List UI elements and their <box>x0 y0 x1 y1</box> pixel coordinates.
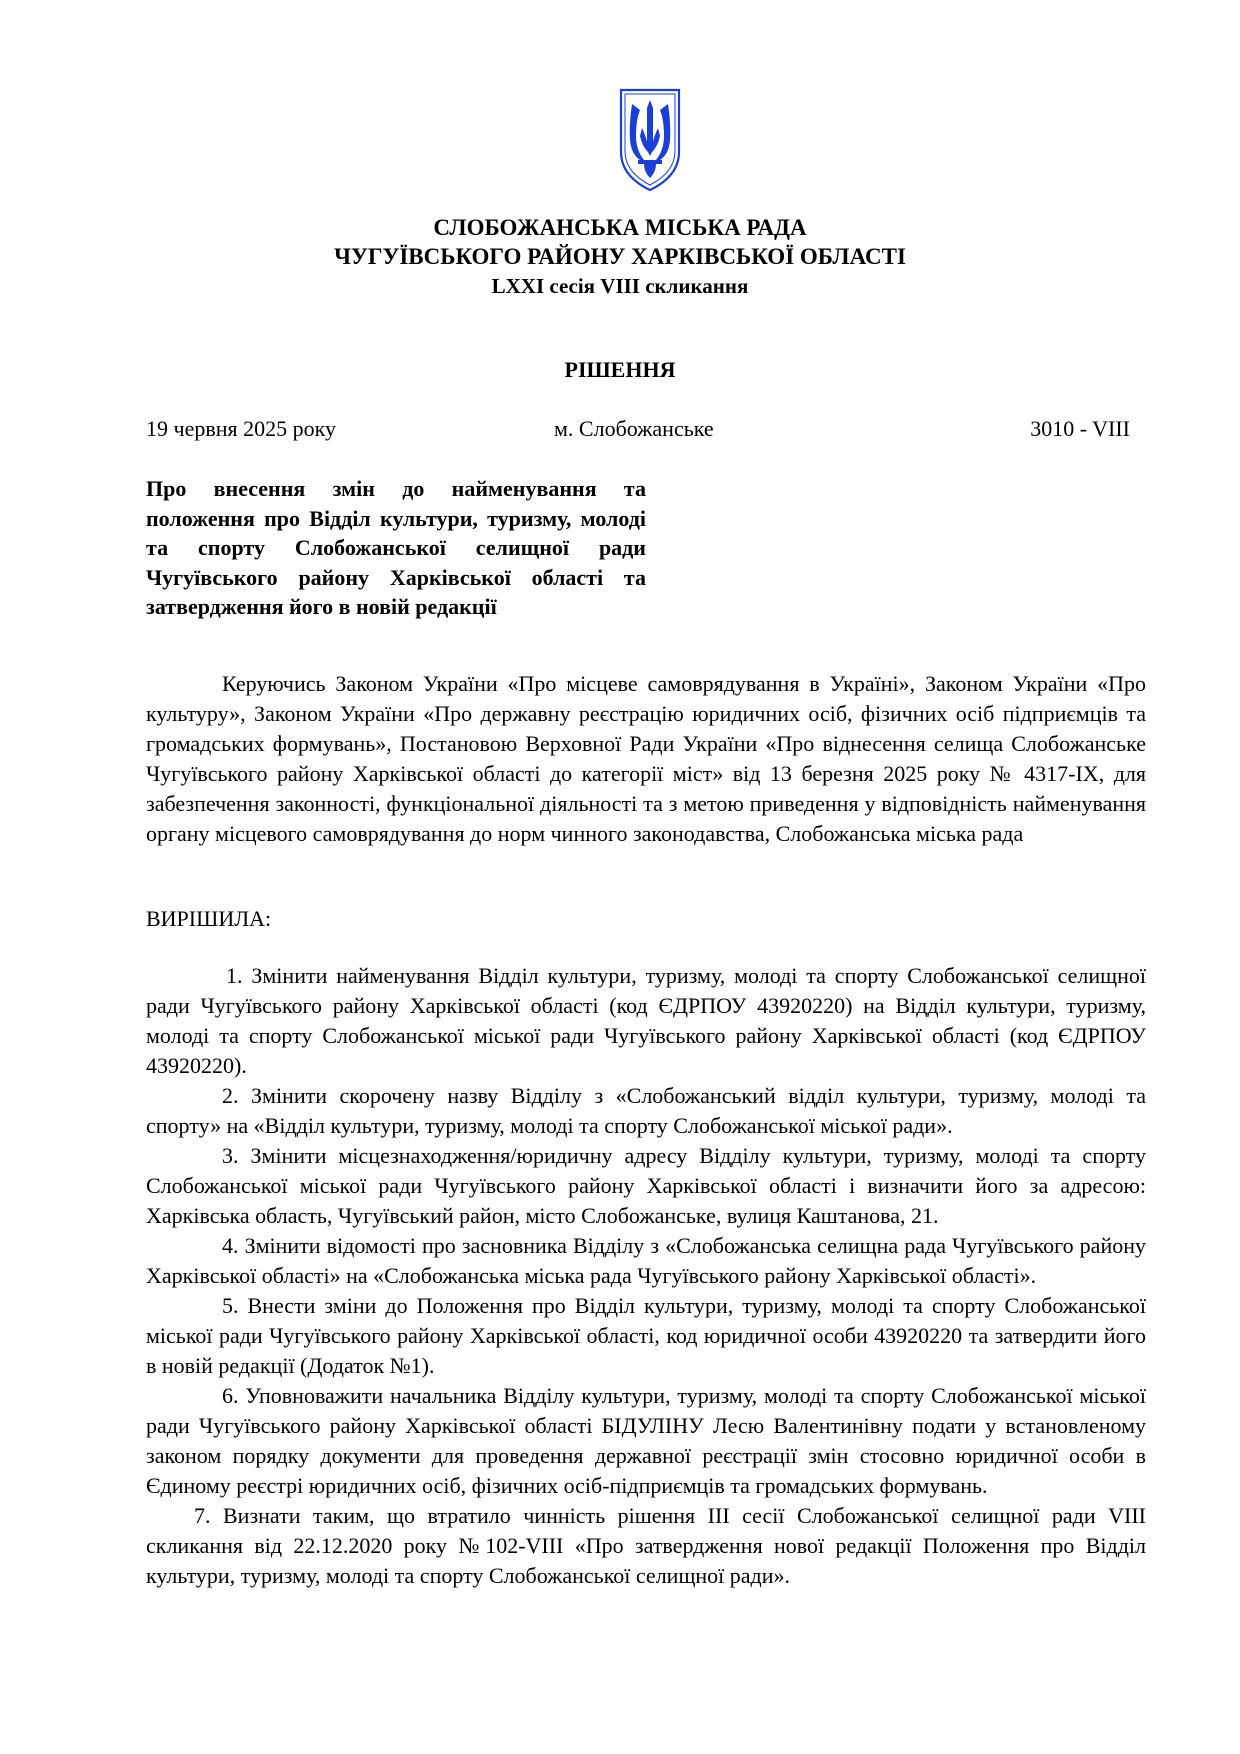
council-name: СЛОБОЖАНСЬКА МІСЬКА РАДА <box>433 215 807 240</box>
decision-subject: Про внесення змін до найменування та положення про Відділ культури, туризму, молоді та спорту Слобожанської селищної ради Чугуївського району Харківської області та затвердження його в новій редакції <box>146 476 646 619</box>
district-name: ЧУГУЇВСЬКОГО РАЙОНУ ХАРКІВСЬКОЇ ОБЛАСТІ <box>334 244 906 269</box>
document-title: РІШЕННЯ <box>564 357 676 382</box>
decision-item-4: 4. Змінити відомості про засновника Відділу з «Слобожанська селищна рада Чугуївського району Харківської області» на «Слобожанська міська рада Чугуївського району Харківської області». <box>146 1233 1146 1288</box>
preamble-paragraph: Керуючись Законом України «Про місцеве самоврядування в Україні», Законом України «Про культуру», Законом України «Про державну реєстрацію юридичних осіб, фізичних осіб підприємців та громадських формувань», Постановою Верховної Ради України «Про віднесення селища Слобожанське Чугуївського району Харківської області до категорії міст» від 13 березня 2025 року № 4317-ІХ, для забезпечення законності, функціональної діяльності та з метою приведення у відповідність найменування органу місцевого самоврядування до норм чинного законодавства, Слобожанська міська рада <box>146 671 1146 846</box>
decision-item-7: 7. Визнати таким, що втратило чинність рішення ІІІ сесії Слобожанської селищної ради VIII скликання від 22.12.2020 року №102-VIII «Про затвердження нової редакції Положення про Відділ культури, туризму, молоді та спорту Слобожанської селищної ради». <box>146 1503 1146 1588</box>
decision-item-2: 2. Змінити скорочену назву Відділу з «Слобожанський відділ культури, туризму, молоді та спорту» на «Відділ культури, туризму, молоді та спорту Слобожанської міської ради». <box>146 1083 1146 1138</box>
decision-item-1: 1. Змінити найменування Відділ культури, туризму, молоді та спорту Слобожанської селищної ради Чугуївського району Харківської області (код ЄДРПОУ 43920220) на Відділ культури, туризму, молоді та спорту Слобожанської міської ради Чугуївського району Харківської області (код ЄДРПОУ 43920220). <box>146 963 1146 1078</box>
trident-coat-of-arms-icon <box>618 88 682 192</box>
decision-items <box>146 961 1146 1591</box>
decision-number: 3010 - VIII <box>1030 416 1130 441</box>
decision-item-3: 3. Змінити місцезнаходження/юридичну адресу Відділу культури, туризму, молоді та спорту Слобожанської міської ради Чугуївського району Харківської області і визначити його за адресою: Харківська область, Чугуївський район, місто Слобожанське, вулиця Каштанова, 21. <box>146 1143 1146 1228</box>
decision-item-6: 6. Уповноважити начальника Відділу культури, туризму, молоді та спорту Слобожанської міської ради Чугуївського району Харківської області БІДУЛІНУ Лесю Валентинівну подати у встановленому законом порядку документи для проведення державної реєстрації змін стосовно юридичної особи в Єдиному реєстрі юридичних осіб, фізичних осіб-підприємців та громадських формувань. <box>146 1383 1146 1498</box>
session-info: LXXI сесія VIII скликання <box>491 274 749 298</box>
decided-heading: ВИРІШИЛА: <box>146 906 272 931</box>
decision-item-5: 5. Внести зміни до Положення про Відділ культури, туризму, молоді та спорту Слобожанської міської ради Чугуївського району Харківської області, код юридичної особи 43920220 та затвердити його в новій редакції (Додаток №1). <box>146 1293 1146 1378</box>
decision-city: м. Слобожанське <box>554 416 714 441</box>
decision-date: 19 червня 2025 року <box>146 416 336 441</box>
